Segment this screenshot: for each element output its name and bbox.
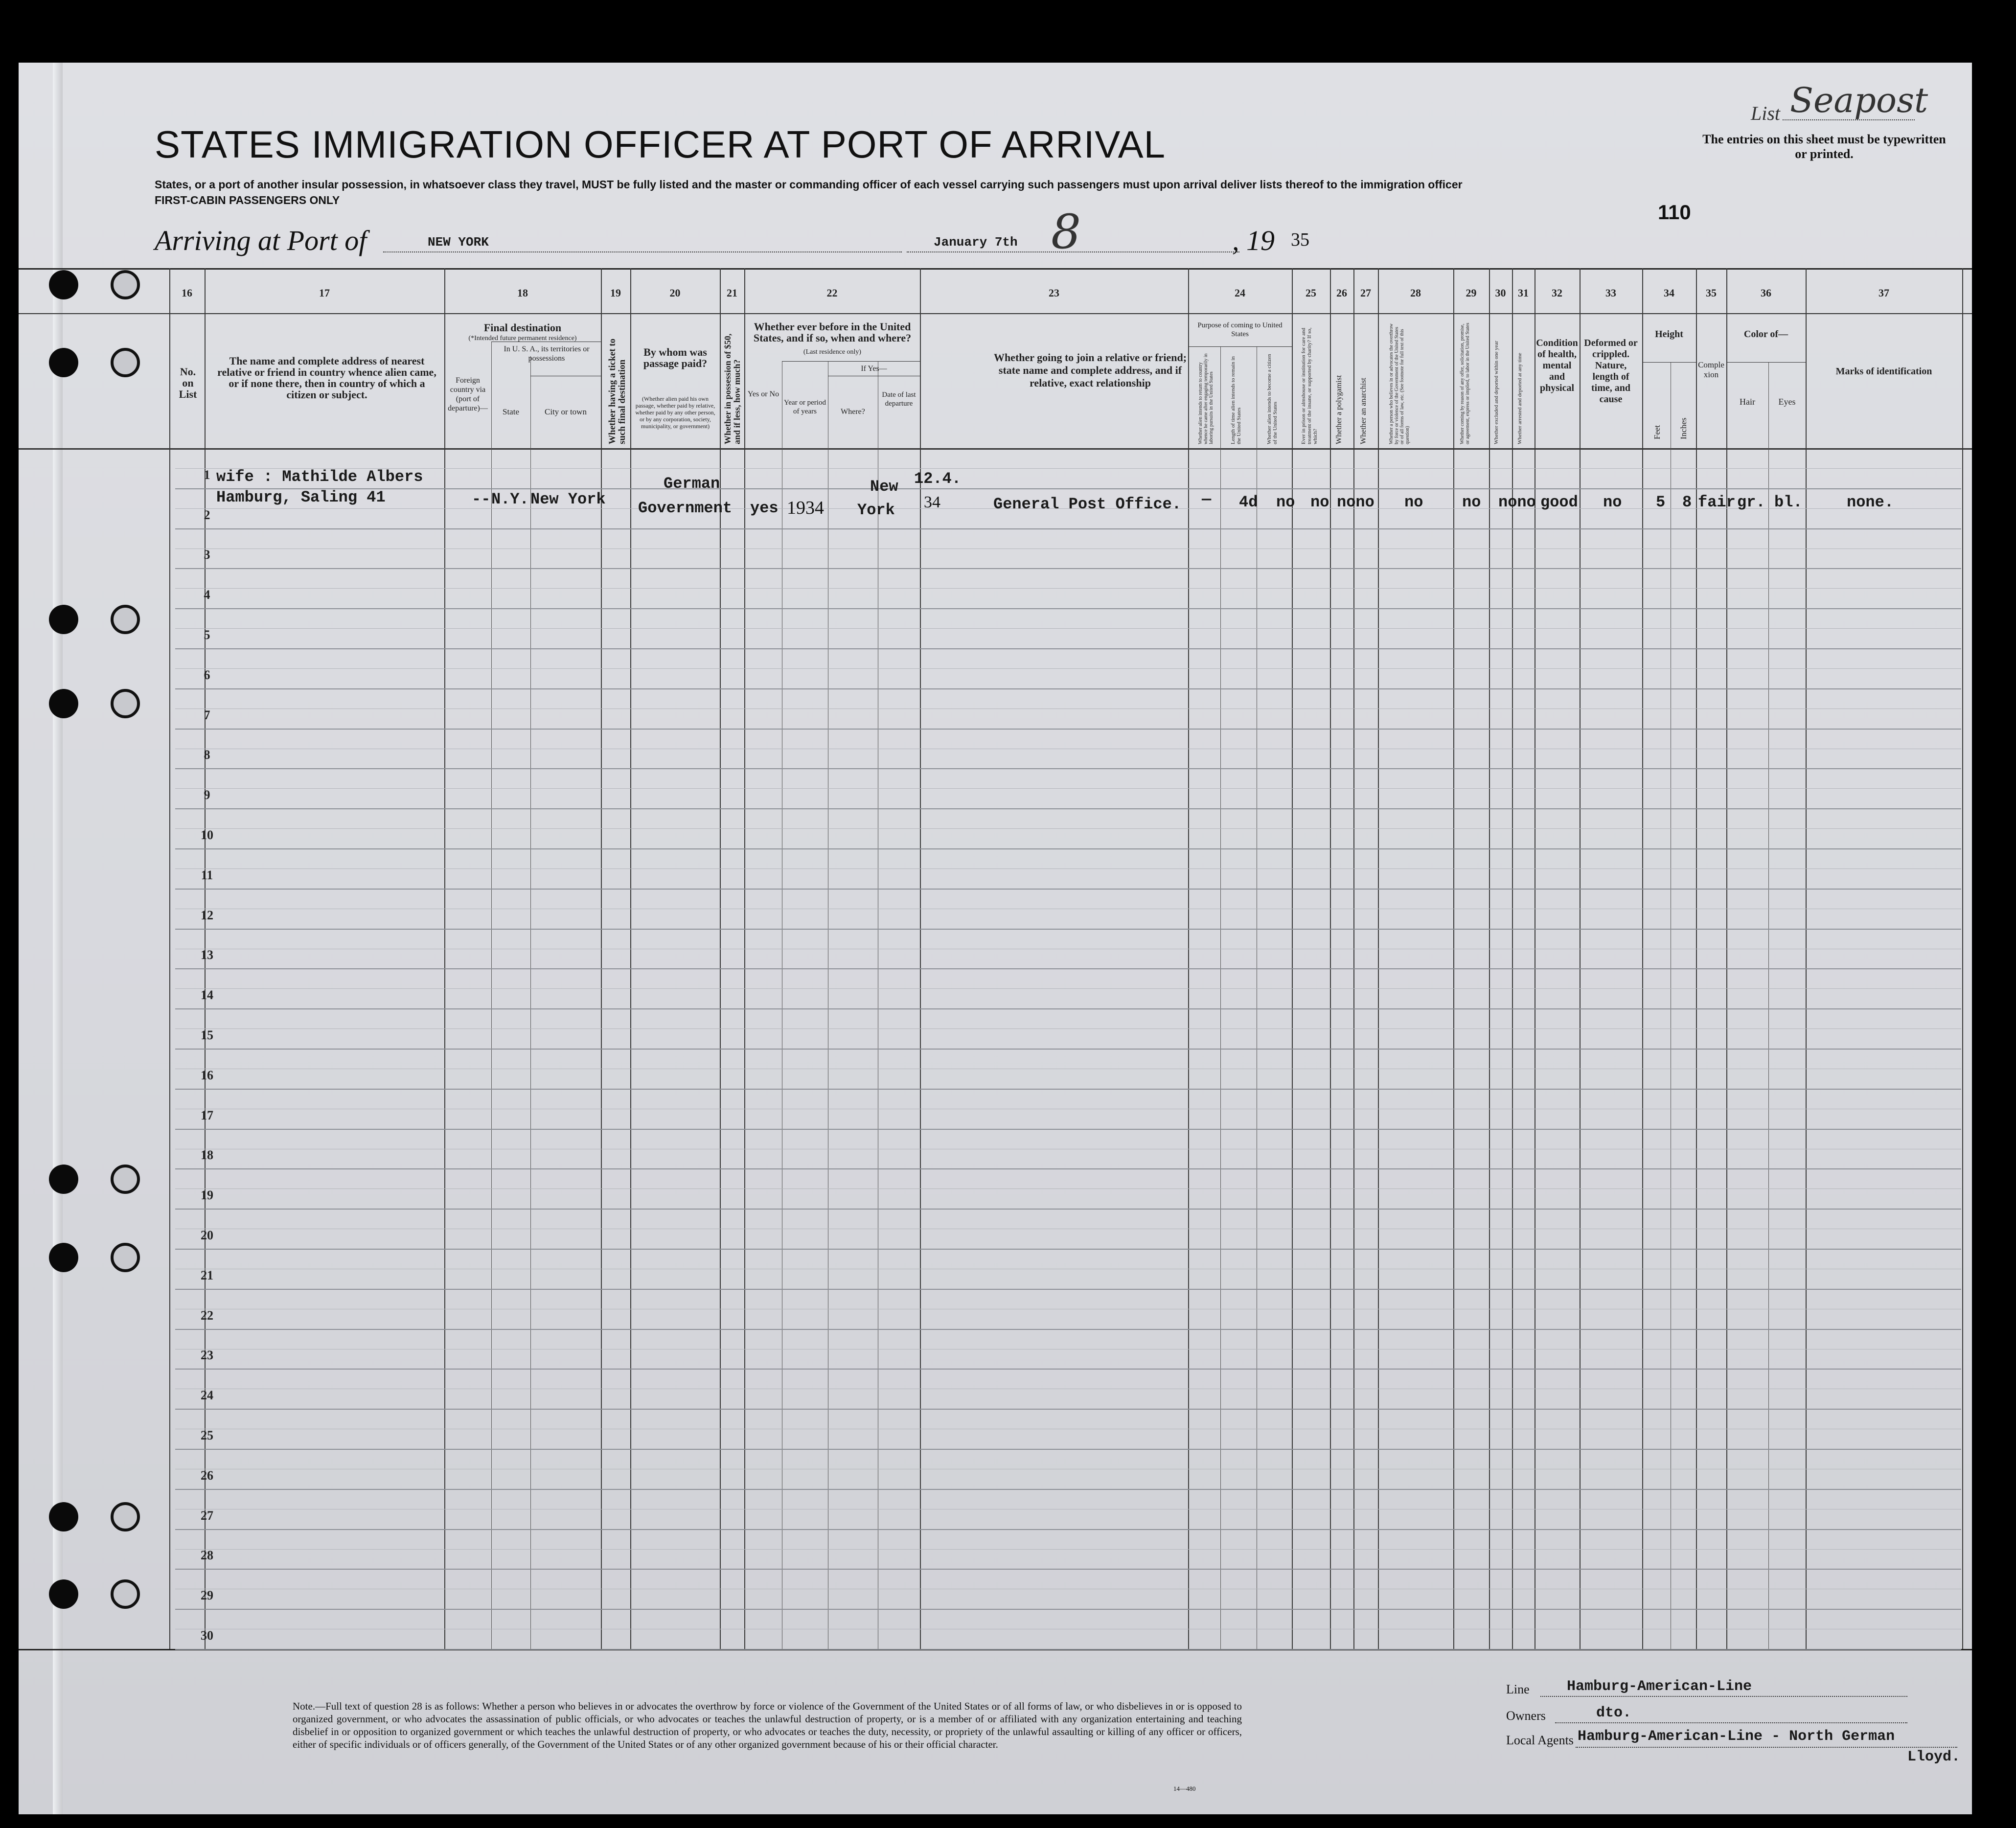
hdr-c36-title: Color of—	[1743, 329, 1788, 340]
entry-where-line2: York	[857, 501, 895, 519]
entry-purpose-return: —	[1202, 490, 1212, 508]
hdr-c29: Whether coming by reason of any offer, solicitation, promise, or agreement, express or implied, to labor in the United States	[1460, 322, 1470, 444]
row-guide-line	[175, 828, 1961, 829]
colnum-26: 26	[1336, 287, 1347, 299]
entry-feet: 5	[1656, 493, 1666, 511]
hdr-c22-title: Whether ever before in the United States, and if so, when and where?	[753, 320, 912, 344]
row-number: 7	[204, 708, 210, 722]
colnum-25: 25	[1306, 287, 1316, 299]
agents-value-cont: Lloyd.	[1907, 1749, 1961, 1765]
footnote-q28: Note.—Full text of question 28 is as follows: Whether a person who believes in or advocates the overthrow by force or violence of the Government of the United States or of all forms of law, or who disbelieves in or is opposed to organized government, or who advocates the assassination of public officials, or who advocates or teaches the unlawful destruction of property, or is a member of or affiliated with any organization entertaining and teaching disbelief in or opposition to organized government or which teaches the unlawful destruction of property, or who advocates or teaches the duty, necessity, or propriety of the unlawful assaulting or killing of any officer or officers, either of specific individuals or of officers generally, of the Government of the United States or of any other organized government because of his or their official character.	[293, 1700, 1242, 1750]
binding-strip	[53, 63, 63, 1814]
punch-hole	[111, 348, 140, 377]
date-correction: 8	[1051, 205, 1081, 259]
row-number: 22	[201, 1308, 213, 1323]
punch-hole	[49, 689, 78, 718]
row-line	[175, 1329, 1961, 1330]
hdr-c18-foreign: Foreign country via (port of departure)—	[448, 376, 488, 412]
hdr-c34-title: Height	[1655, 329, 1683, 340]
punch-hole	[49, 270, 78, 299]
col-divider	[1353, 268, 1354, 1649]
col-divider	[1696, 268, 1697, 1649]
hdr-c35: Complexion	[1698, 360, 1724, 379]
sheet-number: 110	[1658, 201, 1691, 224]
col-divider	[1489, 268, 1490, 1649]
row-guide-line	[175, 868, 1961, 869]
row-guide-line	[175, 708, 1961, 709]
colnum-30: 30	[1495, 287, 1506, 299]
year-suffix: 35	[1291, 229, 1309, 250]
punch-hole	[111, 605, 140, 634]
row-guide-line	[175, 548, 1961, 549]
punch-hole	[111, 1579, 140, 1609]
hdr-c20-note: (Whether alien paid his own passage, whether paid by relative, whether paid by any other person, or by any corporation, society, municipality, or government)	[635, 395, 715, 430]
col-divider	[491, 342, 492, 1649]
instruction-text: States, or a port of another insular possession, in whatsoever class they travel, MUST be fully listed and the master or commanding officer of each vessel carrying such passengers must upon arrival deliver lists thereof to the immigration officer	[155, 178, 1463, 191]
port-value: NEW YORK	[428, 235, 489, 250]
entry-relative-line2: Hamburg, Saling 41	[216, 488, 386, 506]
colnum-16: 16	[182, 287, 192, 299]
form-number: 14—480	[1173, 1785, 1196, 1792]
colnum-17: 17	[319, 287, 330, 299]
entry-prison: no	[1310, 493, 1329, 511]
hdr-c24-title: Purpose of coming to United States	[1197, 321, 1283, 338]
colnum-20: 20	[669, 287, 681, 299]
hdr-c20-title: By whom was passage paid?	[643, 346, 708, 369]
row-line	[175, 1409, 1961, 1410]
list-label: List	[1751, 102, 1781, 124]
hdr-c27: Whether an anarchist	[1359, 378, 1368, 444]
row-number: 11	[201, 868, 213, 882]
row-line	[175, 968, 1961, 969]
row-number: 26	[201, 1468, 213, 1483]
hdr-c22-year: Year or period of years	[784, 399, 826, 415]
hdr-c33: Deformed or crippled. Nature, length of time, and cause	[1584, 338, 1638, 405]
row-guide-line	[175, 468, 1961, 469]
colnum-36: 36	[1761, 287, 1771, 299]
col-divider	[1292, 268, 1293, 1649]
hdr-c24-b: Length of time alien intends to remain in the United States	[1230, 356, 1242, 444]
entry-complexion: fair	[1698, 493, 1736, 511]
punch-hole	[111, 1502, 140, 1531]
row-line	[175, 608, 1961, 609]
subheader-line	[1188, 346, 1292, 347]
col-divider	[1453, 268, 1454, 1649]
colnum-27: 27	[1360, 287, 1371, 299]
punch-hole	[111, 1243, 140, 1272]
col-divider	[444, 268, 445, 1649]
row-guide-line	[175, 1028, 1961, 1029]
entry-inches: 8	[1682, 493, 1692, 511]
row-line	[175, 848, 1961, 849]
entry-polygamist-anarchist: nono	[1337, 493, 1375, 511]
year-prefix: , 19	[1232, 225, 1275, 256]
entry-joining: General Post Office.	[993, 495, 1182, 513]
entry-excluded-deported: nono	[1498, 493, 1536, 511]
row-number: 25	[201, 1428, 213, 1442]
entry-paid-line2: Government	[638, 499, 733, 517]
hdr-c22-yesno: Yes or No	[747, 390, 779, 398]
row-number: 9	[204, 788, 210, 802]
col-divider	[1378, 268, 1379, 1649]
colnum-34: 34	[1664, 287, 1674, 299]
punch-hole	[49, 1579, 78, 1609]
entry-overthrow: no	[1404, 493, 1423, 511]
row-line	[175, 1449, 1961, 1450]
colnum-37: 37	[1879, 287, 1889, 299]
punch-hole	[49, 348, 78, 377]
row-number: 13	[201, 948, 213, 962]
colnum-divider	[19, 313, 1972, 314]
arriving-label: Arriving at Port of	[155, 225, 367, 256]
row-number: 4	[204, 588, 210, 602]
row-number: 30	[201, 1628, 213, 1643]
hdr-c30: Whether excluded and deported within one year	[1493, 341, 1499, 444]
colnum-18: 18	[517, 287, 528, 299]
entry-health: good	[1540, 493, 1578, 511]
row-line	[175, 1289, 1961, 1290]
agents-value: Hamburg-American-Line - North German	[1578, 1728, 1895, 1745]
colnum-31: 31	[1518, 287, 1529, 299]
entry-paid-line1: German	[664, 475, 720, 493]
hdr-c36-eyes: Eyes	[1778, 397, 1796, 407]
row-line	[175, 729, 1961, 730]
punch-hole	[49, 1165, 78, 1194]
row-number: 29	[201, 1588, 213, 1603]
subtitle: FIRST-CABIN PASSENGERS ONLY	[155, 194, 340, 206]
owners-label: Owners	[1506, 1709, 1546, 1723]
col-divider	[1330, 268, 1331, 1649]
row-line	[175, 929, 1961, 930]
punch-hole	[49, 605, 78, 634]
row-line	[175, 1489, 1961, 1490]
row-guide-line	[175, 628, 1961, 629]
entry-before-us: yes	[750, 499, 779, 517]
line-label: Line	[1506, 1682, 1530, 1696]
row-number: 17	[201, 1108, 213, 1122]
hdr-c31: Whether arrested and deported at any time	[1517, 353, 1523, 444]
colnum-19: 19	[610, 287, 621, 299]
row-number: 10	[201, 828, 213, 842]
punch-hole	[111, 1165, 140, 1194]
row-guide-line	[175, 588, 1961, 589]
row-number: 18	[201, 1148, 213, 1163]
row-line	[175, 488, 1961, 489]
hdr-c22-date: Date of last departure	[882, 391, 916, 408]
row-number: 23	[201, 1348, 213, 1363]
page-title: STATES IMMIGRATION OFFICER AT PORT OF ARRIVAL	[155, 123, 1166, 166]
row-guide-line	[175, 788, 1961, 789]
row-number: 24	[201, 1388, 213, 1403]
punch-hole	[111, 689, 140, 718]
row-number: 2	[204, 507, 210, 522]
entry-marks: none.	[1847, 493, 1894, 511]
list-value: Seapost	[1790, 80, 1928, 120]
agents-underline	[1576, 1747, 1957, 1748]
col-divider	[1188, 268, 1189, 1649]
subheader-line	[1642, 362, 1696, 363]
row-line	[175, 1209, 1961, 1210]
row-line	[175, 1089, 1961, 1090]
entry-departure-line2: 34	[924, 493, 940, 511]
hdr-c18-title: Final destination	[483, 321, 562, 334]
punch-hole	[49, 1502, 78, 1531]
owners-value: dto.	[1596, 1705, 1632, 1721]
entry-hair: gr.	[1737, 493, 1765, 511]
colnum-32: 32	[1552, 287, 1562, 299]
entry-state: N.Y.	[491, 490, 529, 508]
col-divider	[169, 268, 170, 1649]
row-line	[175, 1649, 1961, 1650]
row-line	[175, 688, 1961, 689]
row-guide-line	[175, 1188, 1961, 1189]
punch-hole	[111, 270, 140, 299]
hdr-c36-hair: Hair	[1740, 397, 1755, 407]
table-top-border	[19, 268, 1972, 270]
hdr-c18-city: City or town	[545, 407, 587, 416]
entry-eyes: bl.	[1774, 493, 1803, 511]
colnum-35: 35	[1706, 287, 1717, 299]
col-divider	[1806, 268, 1807, 1649]
row-line	[175, 568, 1961, 569]
col-divider	[601, 268, 602, 1649]
arrival-date: January 7th	[934, 235, 1018, 250]
row-number: 12	[201, 908, 213, 922]
hdr-c19: Whether having a ticket to such final destination	[607, 338, 627, 444]
row-guide-line	[175, 668, 1961, 669]
hdr-c18-note: (*Intended future permanent residence)	[468, 335, 577, 342]
hdr-c17: The name and complete address of nearest relative or friend in country whence alien came, or if none there, then in country of which a citizen or subject.	[217, 355, 436, 401]
col-divider	[530, 356, 531, 1649]
row-line	[175, 1569, 1961, 1570]
row-number: 16	[201, 1068, 213, 1082]
hdr-c23: Whether going to join a relative or friend; state name and complete address, and if relative, exact relationship	[993, 351, 1187, 389]
hdr-c18-usa: In U. S. A., its territories or possessions	[504, 345, 590, 363]
punch-hole	[49, 1243, 78, 1272]
col-divider	[630, 268, 631, 1649]
hdr-no-on-list: No. on List	[179, 366, 197, 400]
typewritten-notice: The entries on this sheet must be typewritten or printed.	[1702, 132, 1946, 161]
col-divider	[1512, 268, 1513, 1649]
col-divider	[1580, 268, 1581, 1649]
row-line	[175, 889, 1961, 890]
col-divider	[744, 268, 745, 1649]
row-line	[175, 808, 1961, 809]
subheader-line	[782, 361, 920, 362]
row-number: 21	[201, 1268, 213, 1282]
row-guide-line	[175, 988, 1961, 989]
hdr-c34-feet: Feet	[1652, 425, 1662, 439]
col-divider	[1768, 362, 1769, 1649]
entry-foreign-via: --	[472, 490, 491, 508]
colnum-24: 24	[1235, 287, 1245, 299]
colnum-33: 33	[1605, 287, 1616, 299]
colnum-28: 28	[1410, 287, 1421, 299]
entry-where-line1: New	[870, 478, 898, 496]
row-line	[175, 1529, 1961, 1530]
row-number: 20	[201, 1228, 213, 1242]
header-bottom-border	[19, 448, 1972, 450]
hdr-c22-ifyes: If Yes—	[861, 365, 887, 373]
entry-city: New York	[530, 490, 606, 508]
row-line	[175, 768, 1961, 769]
col-divider	[720, 268, 721, 1649]
row-line	[175, 1008, 1961, 1009]
row-number: 28	[201, 1548, 213, 1563]
subheader-line	[1726, 362, 1806, 363]
row-number: 3	[204, 548, 210, 562]
col-divider	[1220, 346, 1221, 1649]
row-line	[175, 528, 1961, 529]
entry-year: 1934	[787, 498, 824, 518]
row-number: 27	[201, 1508, 213, 1523]
entry-relative-line1: wife : Mathilde Albers	[216, 468, 423, 486]
hdr-c22-note: (Last residence only)	[803, 348, 862, 356]
colnum-21: 21	[727, 287, 737, 299]
row-line	[175, 1609, 1961, 1610]
row-number: 19	[201, 1188, 213, 1203]
colnum-29: 29	[1466, 287, 1477, 299]
hdr-c26: Whether a polygamist	[1335, 375, 1343, 444]
row-number: 15	[201, 1028, 213, 1042]
row-line	[175, 1129, 1961, 1130]
entry-departure-line1: 12.4.	[914, 470, 962, 488]
colnum-22: 22	[826, 287, 838, 299]
hdr-c32: Condition of health, mental and physical	[1536, 338, 1578, 393]
colnum-23: 23	[1049, 287, 1059, 299]
row-number: 1	[204, 467, 210, 482]
entry-length-stay: 4d	[1239, 493, 1258, 511]
row-line	[175, 648, 1961, 649]
row-line	[175, 1249, 1961, 1250]
col-divider	[1726, 268, 1727, 1649]
entry-become-citizen: no	[1276, 493, 1295, 511]
manifest-sheet	[19, 63, 1972, 1814]
entry-offer-labor: no	[1462, 493, 1481, 511]
line-value: Hamburg-American-Line	[1567, 1678, 1752, 1695]
hdr-c22-where: Where?	[841, 408, 865, 416]
port-line	[383, 251, 902, 252]
col-divider	[1962, 268, 1963, 1649]
hdr-c24-a: Whether alien intends to return to country whence he came after engaging temporarily in laboring pursuits in the United States	[1198, 353, 1214, 444]
row-guide-line	[175, 1549, 1961, 1550]
list-line	[1783, 119, 1915, 120]
row-line	[175, 1049, 1961, 1050]
hdr-c34-inches: Inches	[1679, 417, 1688, 439]
hdr-c24-c: Whether alien intends to become a citizen of the United States	[1266, 354, 1278, 444]
row-number: 14	[201, 988, 213, 1003]
owners-underline	[1555, 1722, 1907, 1723]
hdr-c18-state: State	[503, 407, 519, 416]
hdr-c25: Ever in prison or almshouse or institution for care and treatment of the insane, or supported by charity? If so, which?	[1301, 327, 1318, 444]
row-number: 8	[204, 748, 210, 762]
entry-deformed: no	[1603, 493, 1622, 511]
line-underline	[1540, 1696, 1907, 1697]
row-number: 6	[204, 667, 210, 682]
row-number: 5	[204, 628, 210, 642]
col-divider	[1642, 268, 1643, 1649]
agents-label: Local Agents	[1506, 1733, 1574, 1747]
row-line	[175, 1369, 1961, 1370]
hdr-c37: Marks of identification	[1835, 366, 1932, 377]
row-line	[175, 1168, 1961, 1169]
hdr-c21: Whether in possession of $50, and if less, how much?	[723, 333, 742, 444]
hdr-c28: Whether a person who believes in or advocates the overthrow by force or violence of the Government of the United States or of all forms of law, etc. (See footnote for full text of this question)	[1389, 323, 1410, 444]
